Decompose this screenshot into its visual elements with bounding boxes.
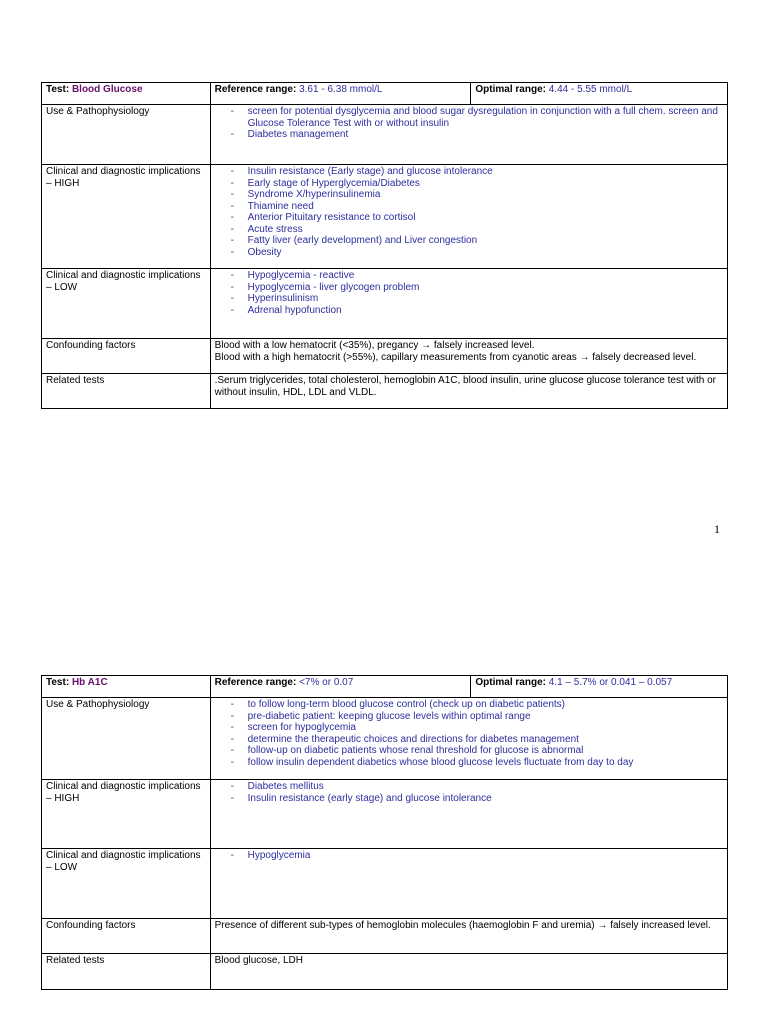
use-pathophysiology-row: [42, 105, 728, 165]
confounding-line: Blood with a high hematocrit (>55%), capillary measurements from cyanotic areas → falsely decreased level.: [214, 351, 697, 363]
test-label: Test:: [46, 84, 70, 95]
implications-high-row: [42, 780, 728, 849]
row-content: [210, 780, 727, 849]
test-name-cell: [42, 676, 211, 698]
related-tests-row: [42, 374, 728, 409]
list-item: - Hyperinsulinism: [248, 293, 723, 305]
optimal-range-value: 4.1 – 5.7% or 0.041 – 0.057: [548, 677, 673, 688]
test-name: Blood Glucose: [71, 84, 143, 95]
list-item: - follow insulin dependent diabetics whose blood glucose levels fluctuate from day to day: [248, 757, 723, 769]
optimal-range-label: Optimal range:: [475, 677, 546, 688]
list-item: - Fatty liver (early development) and Liver congestion: [248, 235, 723, 247]
use-pathophysiology-row: [42, 698, 728, 780]
list-item: - Obesity: [248, 247, 723, 259]
list-item: - Diabetes management: [248, 129, 723, 141]
row-content: .Serum triglycerides, total cholesterol, hemoglobin A1C, blood insulin, urine glucose glucose tolerance test with or without insulin, HDL, LDL and VLDL.: [210, 374, 727, 409]
row-label: Clinical and diagnostic implications – HIGH: [42, 780, 211, 849]
list-item: - Thiamine need: [248, 201, 723, 213]
list-item: - Acute stress: [248, 224, 723, 236]
list-item: - determine the therapeutic choices and directions for diabetes management: [248, 734, 723, 746]
optimal-range-value: 4.44 - 5.55 mmol/L: [548, 84, 633, 95]
bullet-list: [215, 699, 723, 768]
list-item: - Hypoglycemia - reactive: [248, 270, 723, 282]
reference-range-value: <7% or 0.07: [299, 677, 354, 688]
row-label: Confounding factors: [42, 919, 211, 954]
optimal-range-label: Optimal range:: [475, 84, 546, 95]
bullet-list: [215, 166, 723, 258]
reference-range-label: Reference range:: [214, 677, 297, 688]
row-content: [210, 698, 727, 780]
row-label: Related tests: [42, 374, 211, 409]
list-item: - Hypoglycemia - liver glycogen problem: [248, 282, 723, 294]
list-item: - Insulin resistance (Early stage) and glucose intolerance: [248, 166, 723, 178]
row-label: Confounding factors: [42, 339, 211, 374]
list-item: - to follow long-term blood glucose control (check up on diabetic patients): [248, 699, 723, 711]
list-item: - Early stage of Hyperglycemia/Diabetes: [248, 178, 723, 190]
row-content: [210, 849, 727, 919]
row-content: [210, 339, 727, 374]
table-header-row: [42, 676, 728, 698]
row-label: Clinical and diagnostic implications – HIGH: [42, 165, 211, 269]
reference-range-label: Reference range:: [214, 84, 297, 95]
list-item: - Insulin resistance (early stage) and glucose intolerance: [248, 793, 723, 805]
list-item: - screen for potential dysglycemia and blood sugar dysregulation in conjunction with a full chem. screen and Glucose Tolerance Test with or without insulin: [248, 106, 723, 129]
bullet-list: [215, 781, 723, 804]
row-content: Blood glucose, LDH: [210, 954, 727, 990]
row-content: Presence of different sub-types of hemoglobin molecules (haemoglobin F and uremia) → falsely increased level.: [210, 919, 727, 954]
row-content: [210, 269, 727, 339]
row-content: [210, 165, 727, 269]
optimal-range-cell: [471, 676, 728, 698]
list-item: - screen for hypoglycemia: [248, 722, 723, 734]
confounding-line: Blood with a low hematocrit (<35%), pregancy → falsely increased level.: [214, 340, 535, 351]
row-label: Use & Pathophysiology: [42, 698, 211, 780]
list-item: - Diabetes mellitus: [248, 781, 723, 793]
blood-glucose-table: [41, 82, 728, 409]
list-item: - pre-diabetic patient: keeping glucose levels within optimal range: [248, 711, 723, 723]
table-header-row: [42, 83, 728, 105]
row-content: [210, 105, 727, 165]
reference-range-cell: [210, 676, 471, 698]
confounding-factors-row: [42, 919, 728, 954]
row-label: Related tests: [42, 954, 211, 990]
list-item: - Hypoglycemia: [248, 850, 723, 862]
list-item: - follow-up on diabetic patients whose renal threshold for glucose is abnormal: [248, 745, 723, 757]
list-item: - Anterior Pituitary resistance to cortisol: [248, 212, 723, 224]
list-item: - Syndrome X/hyperinsulinemia: [248, 189, 723, 201]
hb-a1c-table: [41, 675, 728, 990]
row-label: Clinical and diagnostic implications – LOW: [42, 849, 211, 919]
test-label: Test:: [46, 677, 70, 688]
bullet-list: [215, 270, 723, 316]
implications-high-row: [42, 165, 728, 269]
implications-low-row: [42, 849, 728, 919]
test-name-cell: [42, 83, 211, 105]
optimal-range-cell: [471, 83, 728, 105]
reference-range-value: 3.61 - 6.38 mmol/L: [299, 84, 383, 95]
test-name: Hb A1C: [71, 677, 108, 688]
row-label: Use & Pathophysiology: [42, 105, 211, 165]
row-label: Clinical and diagnostic implications – LOW: [42, 269, 211, 339]
list-item: - Adrenal hypofunction: [248, 305, 723, 317]
related-tests-row: [42, 954, 728, 990]
confounding-factors-row: [42, 339, 728, 374]
implications-low-row: [42, 269, 728, 339]
page-number: 1: [714, 522, 720, 536]
bullet-list: [215, 106, 723, 141]
bullet-list: [215, 850, 723, 862]
reference-range-cell: [210, 83, 471, 105]
